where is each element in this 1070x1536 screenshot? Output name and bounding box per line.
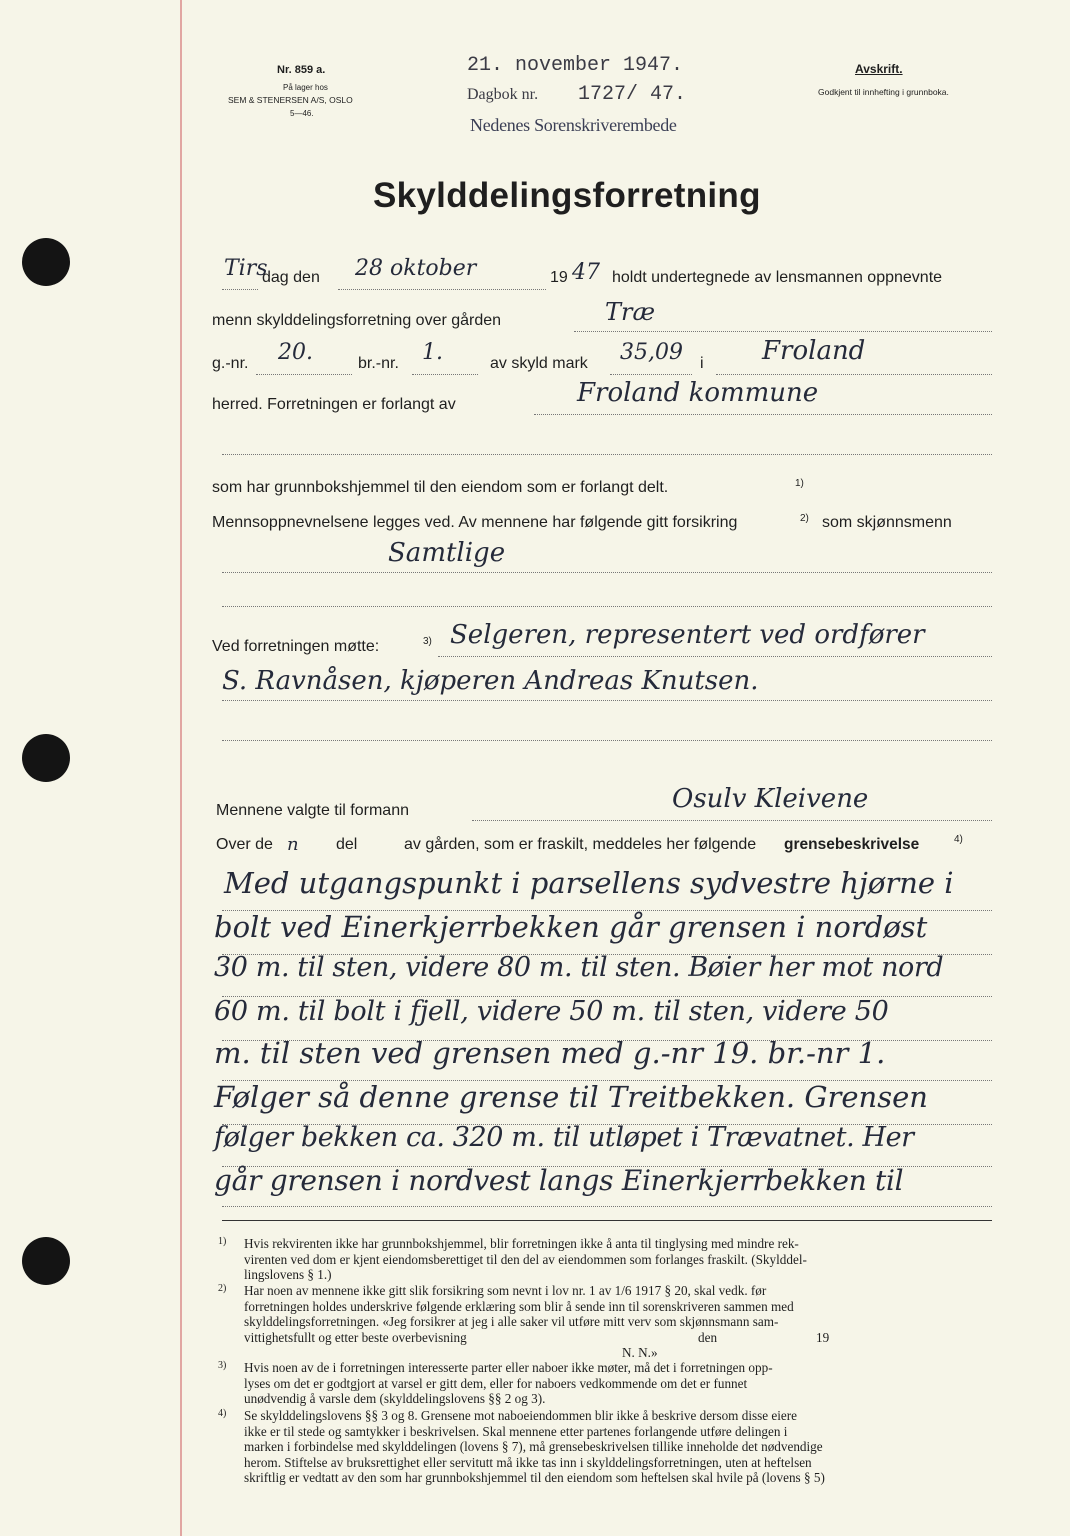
footnote-3-mark: 3) — [218, 1360, 227, 1371]
publisher-line-1: På lager hos — [283, 83, 328, 92]
dotted-line — [222, 606, 992, 607]
forsikring-handwritten: Samtlige — [388, 538, 506, 568]
mote-label: Ved forretningen møtte: — [212, 638, 380, 655]
boundary-line: Med utgangspunkt i parsellens sydvestre hjørne i — [224, 866, 954, 900]
dotted-line — [472, 820, 992, 821]
footnote-den: den — [698, 1329, 718, 1345]
over-label: Over de — [216, 836, 273, 853]
formann-label: Mennene valgte til formann — [216, 802, 409, 819]
dotted-line — [412, 374, 478, 375]
footnote-line: skylddelingsforretningen. «Jeg forsikrer at jeg i alle saker vil utføre mitt verv som skjønnsmann sam- — [244, 1314, 779, 1330]
footnote-year: 19 — [816, 1329, 830, 1345]
punch-hole-bottom — [22, 1237, 70, 1285]
footnote-line: forretningen holdes underskrive følgende erklæring som blir å sende inn til sorenskriveren sammen med — [244, 1298, 794, 1314]
punch-hole-top — [22, 238, 70, 286]
men-text: menn skylddelingsforretning over gården — [212, 312, 502, 329]
i-label: i — [700, 355, 704, 372]
footnote-line: Se skylddelingslovens §§ 3 og 8. Grensene mot naboeiendommen blir ikke å beskrive dersom disse eiere — [244, 1408, 798, 1423]
gnr-label: g.-nr. — [212, 355, 249, 372]
punch-hole-middle — [22, 734, 70, 782]
municipality-handwritten: Froland — [762, 336, 866, 366]
skyld-handwritten: 35,09 — [620, 340, 683, 365]
office-stamp: Nedenes Sorenskriverembede — [470, 115, 677, 135]
date-handwritten: 28 oktober — [355, 256, 477, 281]
held-text: holdt undertegnede av lensmannen oppnevnte — [612, 269, 943, 286]
boundary-line: Følger så denne grense til Treitbekken. Grensen — [214, 1080, 928, 1114]
footnote-ref-3: 3) — [423, 636, 432, 647]
bnr-label: br.-nr. — [358, 355, 399, 372]
footnote-1-mark: 1) — [218, 1236, 227, 1247]
dotted-line — [222, 572, 992, 573]
boundary-line: 30 m. til sten, videre 80 m. til sten. Bøier her mot nord — [214, 952, 944, 983]
dotted-line — [338, 289, 546, 290]
day-label: dag den — [262, 269, 320, 286]
boundary-line: m. til sten ved grensen med g.-nr 19. br.-nr 1. — [214, 1036, 886, 1070]
skjonnsmenn-text: som skjønnsmenn — [822, 514, 952, 531]
grensebeskrivelse-label: grensebeskrivelse — [784, 836, 920, 853]
footnote-separator — [222, 1220, 992, 1221]
footnote-ref-2: 2) — [800, 513, 809, 524]
red-margin-line — [180, 0, 182, 1536]
footnote-line: lyses om det er godtgjort at varsel er gitt dem, eller for naboers vedkommende om det er funnet — [244, 1375, 748, 1391]
boundary-line: 60 m. til bolt i fjell, videre 50 m. til sten, videre 50 — [214, 996, 889, 1027]
dotted-line — [438, 656, 992, 657]
footnote-line: Hvis noen av de i forretningen interesserte parter eller naboer ikke møter, må det i forretningen opp- — [244, 1360, 773, 1375]
date-stamp: 21. november 1947. — [467, 54, 684, 77]
footnote-line: ikke er til stede og samtykker i beskrivelsen. Skal mennene etter partenes forlangende utføre delingen i — [244, 1423, 788, 1439]
dotted-line — [222, 740, 992, 741]
bnr-handwritten: 1. — [422, 340, 443, 365]
boundary-line: følger bekken ca. 320 m. til utløpet i Trævatnet. Her — [214, 1122, 914, 1153]
footnote-line: skriftlig er vedtatt av den som har grunnbokshjemmel til den eiendom som heftelsen skal hvile på (lovens § 5) — [244, 1470, 825, 1486]
footnote-line: unødvendig å varsle dem (skylddelingslovens §§ 2 og 3). — [244, 1391, 546, 1407]
del-label: del — [336, 836, 358, 853]
footnote-4-mark: 4) — [218, 1408, 227, 1419]
avskrift-note: Godkjent til innhefting i grunnboka. — [818, 87, 949, 97]
dotted-line — [610, 374, 692, 375]
boundary-line: bolt ved Einerkjerrbekken går grensen i nordøst — [214, 910, 928, 944]
dotted-line — [222, 454, 992, 455]
footnote-line: marken i forbindelse med skylddelingen (lovens § 7), må grensebeskrivelsen tillike inneholde det nødvendige — [244, 1439, 823, 1455]
footnote-line: Har noen av mennene ikke gitt slik forsikring som nevnt i lov nr. 1 av 1/6 1917 § 20, skal vedk. før — [244, 1283, 767, 1298]
avskrift-label: Avskrift. — [855, 62, 903, 76]
year-handwritten: 47 — [572, 260, 600, 285]
formann-handwritten: Osulv Kleivene — [672, 784, 869, 814]
page-title: Skylddelingsforretning — [373, 176, 761, 215]
dotted-line — [222, 700, 992, 701]
dotted-line — [534, 414, 992, 415]
requester-handwritten: Froland kommune — [577, 378, 819, 408]
form-number: Nr. 859 a. — [277, 64, 326, 76]
oppnevnelse-text: Mennsoppnevnelsene legges ved. Av mennene har følgende gitt forsikring — [212, 514, 738, 531]
journal-number: 1727/ 47. — [578, 83, 687, 106]
footnote-line: virenten ved dom er kjent eiendomsberettiget til den del av eiendommen som forlanges fraskilt. (Skylddel- — [244, 1251, 807, 1267]
footnote-ref-4: 4) — [954, 834, 963, 845]
dotted-line — [222, 1206, 992, 1207]
footnote-line: vittighetsfullt og etter beste overbevisning — [244, 1329, 467, 1345]
footnote-line: lingslovens § 1.) — [244, 1267, 332, 1283]
footnote-2-mark: 2) — [218, 1283, 227, 1294]
year-prefix: 19 — [550, 269, 568, 286]
gnr-handwritten: 20. — [278, 340, 313, 365]
attendees-handwritten-1: Selgeren, representert ved ordfører — [450, 620, 925, 650]
hjemmel-text: som har grunnbokshjemmel til den eiendom som er forlangt delt. — [212, 479, 669, 496]
dotted-line — [716, 374, 992, 375]
footnote-line: herom. Stiftelse av bruksrettighet eller servitutt må ikke tas inn i skylddelingsforretningen, uten at heftelsen — [244, 1454, 812, 1470]
over-handwritten: n — [287, 834, 299, 855]
skyld-label: av skyld mark — [490, 355, 588, 372]
attendees-handwritten-2: S. Ravnåsen, kjøperen Andreas Knutsen. — [222, 666, 759, 696]
publisher-line-3: 5—46. — [290, 109, 314, 118]
herred-text: herred. Forretningen er forlangt av — [212, 396, 456, 413]
publisher-line-2: SEM & STENERSEN A/S, OSLO — [228, 95, 353, 105]
gaarden-text: av gården, som er fraskilt, meddeles her følgende — [404, 836, 757, 853]
farm-name-handwritten: Træ — [605, 298, 656, 326]
journal-label: Dagbok nr. — [467, 86, 539, 103]
footnote-line: Hvis rekvirenten ikke har grunnbokshjemmel, blir forretningen ikke å anta til tinglysing med mindre rek- — [244, 1236, 799, 1251]
weekday-handwritten: Tirs — [224, 256, 268, 281]
boundary-line: går grensen i nordvest langs Einerkjerrbekken til — [214, 1164, 904, 1197]
dotted-line — [574, 331, 992, 332]
dotted-line — [222, 289, 258, 290]
footnote-nn: N. N.» — [622, 1345, 658, 1361]
footnote-ref-1: 1) — [795, 478, 804, 489]
dotted-line — [256, 374, 352, 375]
